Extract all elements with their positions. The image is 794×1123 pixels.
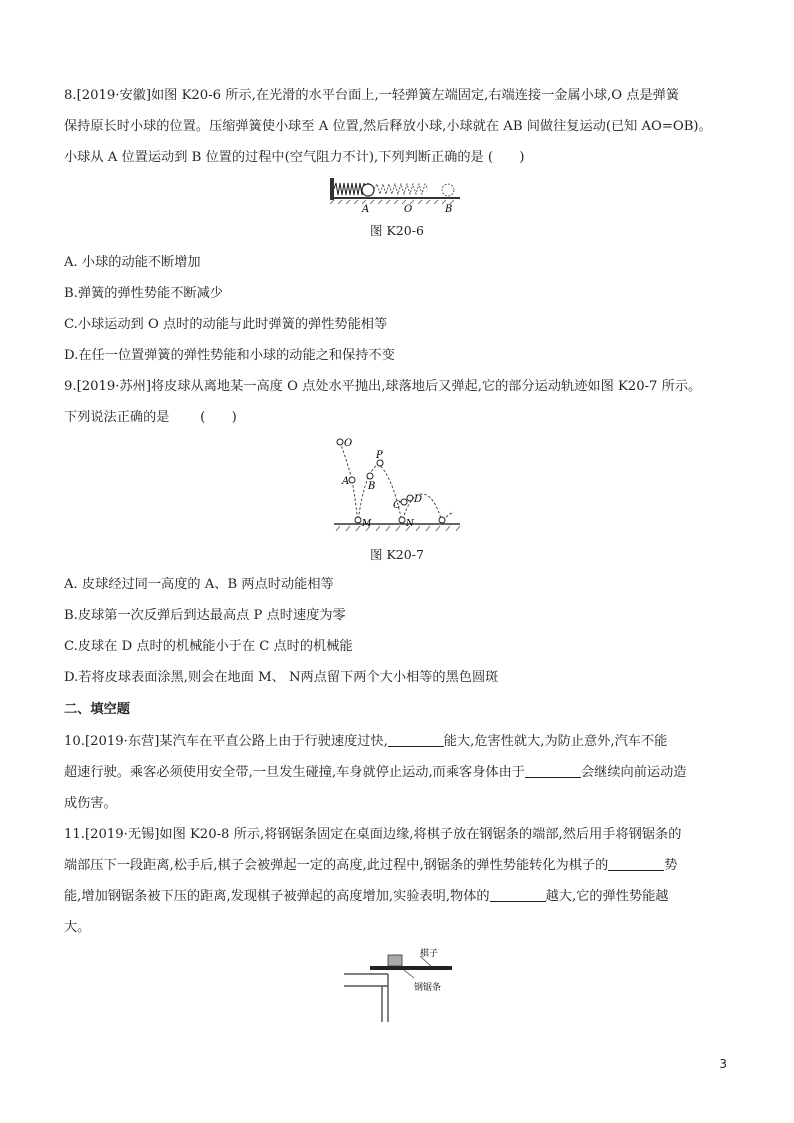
label-b: B xyxy=(445,204,453,214)
saw-blade-figure xyxy=(340,946,460,1024)
q8-line-3: 小球从 A 位置运动到 B 位置的过程中(空气阻力不计),下列判断正确的是 ( ) xyxy=(64,150,525,165)
q10-text-2a: 超速行驶。乘客必须使用安全带,一旦发生碰撞,车身就停止运动,而乘客身体由于 xyxy=(64,765,525,780)
label-a: A xyxy=(362,204,370,214)
q11-blank-2[interactable] xyxy=(490,888,546,902)
q8-line-1: 8.[2019·安徽]如图 K20-6 所示,在光滑的水平台面上,一轻弹簧左端固定,右端连接一金属小球,O 点是弹簧 xyxy=(64,88,680,103)
q8-line-2: 保持原长时小球的位置。压缩弹簧使小球至 A 位置,然后释放小球,小球就在 AB 间做往复运动(已知 AO=OB)。 xyxy=(64,119,712,134)
label-o: O xyxy=(344,438,353,449)
q11-line-1: 11.[2019·无锡]如图 K20-8 所示,将钢锯条固定在桌面边缘,将棋子放在钢锯条的端部,然后用手将钢锯条的 xyxy=(64,827,682,842)
q8-option-a: A. 小球的动能不断增加 xyxy=(64,255,201,270)
page-number: 3 xyxy=(719,1057,727,1071)
q8-option-c: C.小球运动到 O 点时的动能与此时弹簧的弹性势能相等 xyxy=(64,317,388,332)
q11-text-3a: 能,增加钢锯条被下压的距离,发现棋子被弹起的高度增加,实验表明,物体的 xyxy=(64,889,490,904)
bounce-trajectory-figure xyxy=(330,434,466,532)
label-b: B xyxy=(368,481,376,492)
figure-caption-k20-6: 图 K20-6 xyxy=(370,223,424,238)
label-p: P xyxy=(376,450,383,461)
figure-caption-k20-7: 图 K20-7 xyxy=(370,547,424,562)
q9-option-c: C.皮球在 D 点时的机械能小于在 C 点时的机械能 xyxy=(64,639,353,654)
label-saw: 钢锯条 xyxy=(414,983,442,993)
q10-text-1b: 能大,危害性就大,为防止意外,汽车不能 xyxy=(443,734,668,749)
q11-text-2b: 势 xyxy=(664,858,678,873)
q8-option-b: B.弹簧的弹性势能不断减少 xyxy=(64,286,223,301)
q11-line-2 xyxy=(64,856,677,876)
label-a: A xyxy=(342,476,350,487)
q10-line-1 xyxy=(64,732,667,752)
q11-blank-1[interactable] xyxy=(608,857,664,871)
label-o: O xyxy=(404,204,413,214)
label-piece: 棋子 xyxy=(420,949,439,959)
label-n: N xyxy=(406,519,414,529)
q8-option-d: D.在任一位置弹簧的弹性势能和小球的动能之和保持不变 xyxy=(64,348,395,363)
q9-line-2: 下列说法正确的是 ( ) xyxy=(64,410,237,425)
label-m: M xyxy=(362,519,372,529)
label-d: D xyxy=(414,494,423,505)
spring-ball-figure xyxy=(328,176,464,214)
q10-line-3: 成伤害。 xyxy=(64,796,117,811)
q9-option-a: A. 皮球经过同一高度的 A、B 两点时动能相等 xyxy=(64,577,334,592)
q9-line-1: 9.[2019·苏州]将皮球从离地某一高度 O 点处水平抛出,球落地后又弹起,它的部分运动轨迹如图 K20-7 所示。 xyxy=(64,379,702,394)
q11-line-3 xyxy=(64,887,668,907)
q11-text-3b: 越大,它的弹性势能越 xyxy=(545,889,669,904)
q10-text-2b: 会继续向前运动造 xyxy=(580,765,687,780)
q10-blank-1[interactable] xyxy=(388,733,444,747)
q11-text-2a: 端部压下一段距离,松手后,棋子会被弹起一定的高度,此过程中,钢锯条的弹性势能转化为棋子的 xyxy=(64,858,609,873)
q10-text-1a: 10.[2019·东营]某汽车在平直公路上由于行驶速度过快, xyxy=(64,734,388,749)
q9-option-d: D.若将皮球表面涂黑,则会在地面 M、 N两点留下两个大小相等的黑色圆斑 xyxy=(64,670,499,685)
label-c: C xyxy=(393,500,401,511)
q9-option-b: B.皮球第一次反弹后到达最高点 P 点时速度为零 xyxy=(64,608,346,623)
q10-line-2 xyxy=(64,763,686,783)
q10-blank-2[interactable] xyxy=(525,764,581,778)
section-heading-fill-in: 二、填空题 xyxy=(64,702,130,717)
q11-line-4: 大。 xyxy=(64,920,91,935)
